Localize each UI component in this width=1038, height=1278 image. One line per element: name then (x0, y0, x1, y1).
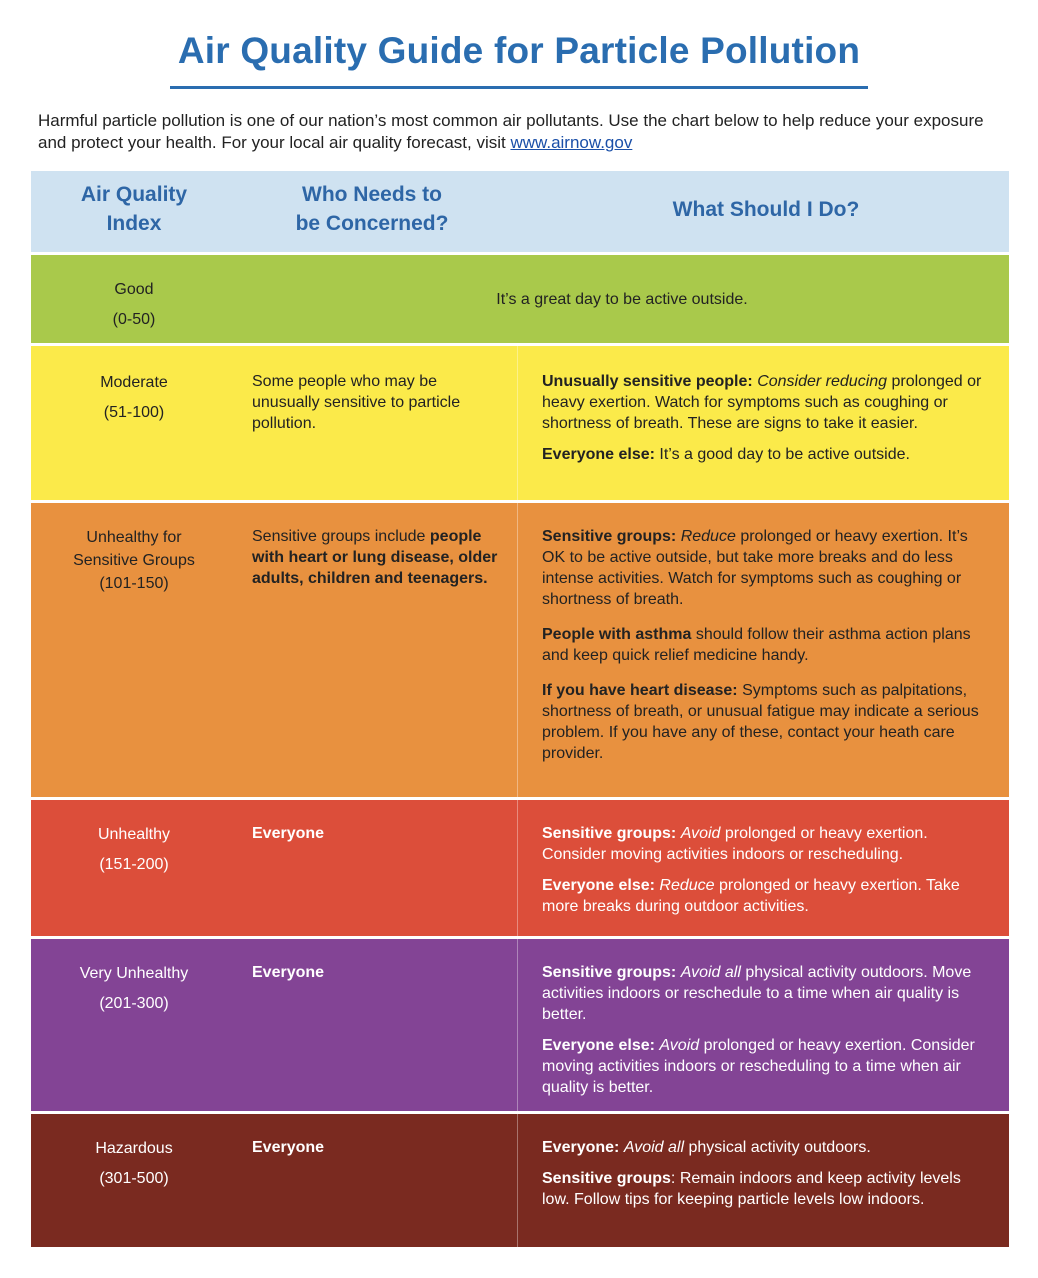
advice-paragraph (542, 526, 990, 610)
column-divider (517, 1114, 518, 1247)
who-text: Sensitive groups include (252, 528, 426, 545)
what-usg (542, 526, 990, 764)
advice-paragraph (542, 444, 990, 465)
column-divider (517, 503, 518, 797)
advice-bold: Sensitive groups: (542, 964, 677, 981)
level-name-line2: Sensitive Groups (73, 552, 195, 569)
header-aqi-line2: Index (106, 212, 162, 235)
aqi-level-very-unhealthy (31, 959, 237, 1019)
advice-text: prolonged or heavy exertion. Take more breaks during outdoor activities. (542, 877, 960, 915)
advice-paragraph (542, 1137, 990, 1158)
what-very-unhealthy (542, 962, 990, 1098)
good-message: It’s a great day to be active outside. (496, 291, 748, 308)
advice-italic: Avoid (680, 825, 721, 842)
advice-italic: Avoid all (623, 1139, 685, 1156)
advice-text: It’s a good day to be active outside. (659, 446, 910, 463)
advice-italic: Consider reducing (757, 373, 888, 390)
advice-text: prolonged or heavy exertion. Consider moving activities indoors or rescheduling to a time when air quality is better. (542, 1037, 975, 1096)
advice-text: physical activity outdoors. Move activities indoors or reschedule to a time when air quality is better. (542, 964, 972, 1023)
who-usg (252, 526, 502, 589)
advice-paragraph (542, 1035, 990, 1098)
advice-paragraph (542, 371, 990, 434)
advice-text: should follow their asthma action plans and keep quick relief medicine handy. (542, 626, 971, 664)
level-name: Moderate (100, 374, 168, 391)
advice-text: prolonged or heavy exertion. Watch for symptoms such as coughing or shortness of breath. These are signs to take it easier. (542, 373, 982, 432)
level-range: (51-100) (103, 404, 165, 421)
advice-paragraph (542, 875, 990, 917)
airnow-link[interactable]: www.airnow.gov (510, 133, 633, 152)
level-range: (101-150) (99, 575, 169, 592)
advice-paragraph (542, 624, 990, 666)
level-range: (201-300) (99, 995, 169, 1012)
who-bold: people with heart or lung disease, older adults, children and teenagers. (252, 528, 498, 587)
level-range: (0-50) (112, 311, 156, 328)
header-who (252, 180, 492, 238)
level-name: Good (114, 281, 154, 298)
header-what: What Should I Do? (672, 198, 860, 221)
aqi-level-moderate (31, 368, 237, 428)
advice-italic: Avoid (659, 1037, 700, 1054)
advice-bold: Sensitive groups: (542, 825, 677, 842)
advice-text: physical activity outdoors. (688, 1139, 871, 1156)
advice-bold: Sensitive groups (542, 1170, 671, 1187)
advice-text: : Remain indoors and keep activity levels low. Follow tips for keeping particle levels low indoors. (542, 1170, 961, 1208)
advice-text: prolonged or heavy exertion. Consider moving activities indoors or rescheduling. (542, 825, 928, 863)
column-divider (517, 800, 518, 936)
advice-paragraph (542, 823, 990, 865)
level-range: (151-200) (99, 856, 169, 873)
advice-bold: Everyone: (542, 1139, 620, 1156)
who-very-unhealthy: Everyone (252, 964, 325, 981)
level-name: Hazardous (95, 1140, 173, 1157)
advice-bold: Unusually sensitive people: (542, 373, 753, 390)
aqi-table (31, 171, 1009, 1247)
row-unhealthy (31, 800, 1009, 939)
advice-bold: Everyone else: (542, 446, 655, 463)
who-hazardous: Everyone (252, 1139, 325, 1156)
header-who-line2: be Concerned? (295, 212, 449, 235)
intro-text: Harmful particle pollution is one of our nation’s most common air pollutants. Use the chart below to help reduce your exposure and protect your health. For your local air quality forecast, visit (38, 111, 984, 152)
what-hazardous (542, 1137, 990, 1210)
what-unhealthy (542, 823, 990, 917)
advice-text: Symptoms such as palpitations, shortness of breath, or unusual fatigue may indicate a serious problem. If you have any of these, contact your heath care provider. (542, 682, 979, 762)
row-hazardous (31, 1114, 1009, 1247)
aqi-level-good (31, 275, 237, 335)
advice-paragraph (542, 680, 990, 764)
advice-italic: Reduce (659, 877, 715, 894)
level-name: Very Unhealthy (79, 965, 189, 982)
advice-bold: Sensitive groups: (542, 528, 677, 545)
level-range: (301-500) (99, 1170, 169, 1187)
advice-text: prolonged or heavy exertion. It’s OK to be active outside, but take more breaks and do less intense activities. Watch for symptoms such as coughing or shortness of breath. (542, 528, 968, 608)
row-moderate (31, 346, 1009, 503)
row-very-unhealthy (31, 939, 1009, 1114)
row-good (31, 255, 1009, 346)
table-header (31, 171, 1009, 255)
column-divider (517, 346, 518, 500)
advice-bold: If you have heart disease: (542, 682, 738, 699)
advice-paragraph (542, 1168, 990, 1210)
advice-paragraph (542, 962, 990, 1025)
intro-paragraph (38, 110, 1003, 154)
page-title: Air Quality Guide for Particle Pollution (177, 30, 861, 71)
advice-italic: Reduce (680, 528, 736, 545)
row-usg (31, 503, 1009, 800)
advice-italic: Avoid all (680, 964, 741, 981)
who-unhealthy: Everyone (252, 825, 325, 842)
aqi-level-hazardous (31, 1134, 237, 1194)
who-moderate: Some people who may be unusually sensitive to particle pollution. (252, 373, 461, 432)
header-aqi (31, 180, 237, 238)
aqi-level-unhealthy (31, 820, 237, 880)
level-name: Unhealthy (97, 826, 171, 843)
aqi-level-usg (31, 526, 237, 595)
advice-bold: Everyone else: (542, 1037, 655, 1054)
column-divider (517, 939, 518, 1111)
header-aqi-line1: Air Quality (80, 183, 188, 206)
level-name-line1: Unhealthy for (86, 529, 182, 546)
header-who-line1: Who Needs to (302, 183, 442, 206)
what-moderate (542, 371, 990, 465)
title-underline (170, 86, 868, 89)
advice-bold: Everyone else: (542, 877, 655, 894)
advice-bold: People with asthma (542, 626, 692, 643)
